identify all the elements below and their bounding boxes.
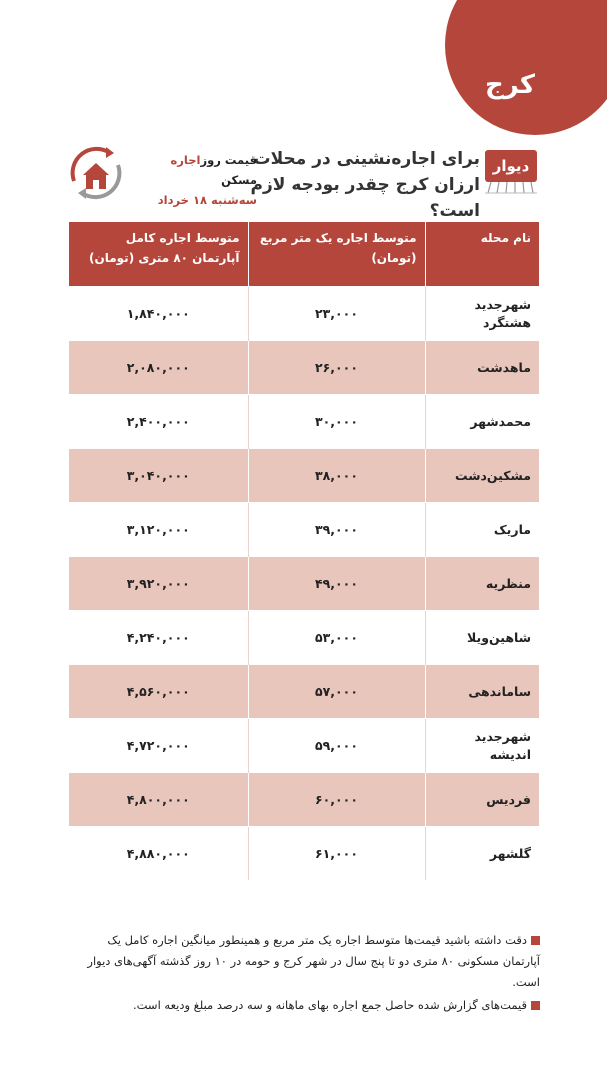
logo-legs-icon	[485, 182, 537, 194]
neighborhood-cell: ساماندهی	[425, 665, 539, 719]
neighborhood-cell: ماهدشت	[425, 341, 539, 395]
neighborhood-cell: شهرجدید هشتگرد	[425, 287, 539, 341]
full-price-cell: ۲,۰۸۰,۰۰۰	[69, 341, 248, 395]
full-price-cell: ۴,۵۶۰,۰۰۰	[69, 665, 248, 719]
per-meter-cell: ۵۳,۰۰۰	[248, 611, 425, 665]
table-row	[69, 719, 539, 773]
headline: برای اجاره‌نشینی در محلات ارزان کرج چقدر بودجه لازم است؟	[250, 149, 480, 221]
per-meter-cell: ۶۱,۰۰۰	[248, 827, 425, 881]
per-meter-cell: ۳۸,۰۰۰	[248, 449, 425, 503]
per-meter-cell: ۵۹,۰۰۰	[248, 719, 425, 773]
full-price-cell: ۳,۹۲۰,۰۰۰	[69, 557, 248, 611]
footnotes	[70, 930, 540, 1018]
per-meter-cell: ۳۹,۰۰۰	[248, 503, 425, 557]
per-meter-cell: ۵۷,۰۰۰	[248, 665, 425, 719]
rent-table	[69, 222, 539, 880]
neighborhood-cell: فردیس	[425, 773, 539, 827]
logo-text: دیوار	[485, 150, 537, 182]
footnote: دقت داشته باشید قیمت‌ها متوسط اجاره یک متر مربع و همینطور میانگین اجاره کامل یک آپارتمان مسکونی ۸۰ متری دو تا پنج سال در شهر کرج و حومه در ۱۰ روز گذشته آگهی‌های دیوار است.	[87, 933, 540, 989]
city-title: کرج	[485, 70, 536, 100]
table-row	[69, 611, 539, 665]
table-row	[69, 395, 539, 449]
per-meter-cell: ۳۰,۰۰۰	[248, 395, 425, 449]
neighborhood-cell: محمدشهر	[425, 395, 539, 449]
table-row	[69, 665, 539, 719]
per-meter-cell: ۶۰,۰۰۰	[248, 773, 425, 827]
footnote: قیمت‌های گزارش شده حاصل جمع اجاره بهای ماهانه و سه درصد مبلغ ودیعه است.	[70, 995, 540, 1016]
divar-logo	[485, 146, 539, 194]
neighborhood-cell: گلشهر	[425, 827, 539, 881]
date-label: سه‌شنبه ۱۸ خرداد	[157, 193, 257, 207]
table-row	[69, 287, 539, 341]
table-row	[69, 449, 539, 503]
table-header-row	[69, 222, 539, 287]
full-price-cell: ۲,۴۰۰,۰۰۰	[69, 395, 248, 449]
table-row	[69, 827, 539, 881]
full-price-cell: ۴,۲۴۰,۰۰۰	[69, 611, 248, 665]
table-row	[69, 557, 539, 611]
table-row	[69, 341, 539, 395]
full-price-cell: ۳,۱۲۰,۰۰۰	[69, 503, 248, 557]
table-row	[69, 773, 539, 827]
per-meter-cell: ۴۹,۰۰۰	[248, 557, 425, 611]
corner-circle	[445, 0, 607, 135]
neighborhood-cell: مشکین‌دشت	[425, 449, 539, 503]
price-label: قیمت روزاجاره مسکن	[170, 153, 257, 187]
per-meter-cell: ۲۶,۰۰۰	[248, 341, 425, 395]
neighborhood-cell: منظریه	[425, 557, 539, 611]
neighborhood-cell: ماریک	[425, 503, 539, 557]
full-price-cell: ۱,۸۴۰,۰۰۰	[69, 287, 248, 341]
bullet-square-icon	[531, 936, 540, 945]
neighborhood-cell: شهرجدید اندیشه	[425, 719, 539, 773]
price-info	[135, 150, 257, 210]
per-meter-cell: ۲۳,۰۰۰	[248, 287, 425, 341]
full-price-cell: ۴,۸۸۰,۰۰۰	[69, 827, 248, 881]
full-price-cell: ۴,۸۰۰,۰۰۰	[69, 773, 248, 827]
header-per-meter: متوسط اجاره یک متر مربع (تومان)	[248, 222, 425, 287]
neighborhood-cell: شاهین‌ویلا	[425, 611, 539, 665]
full-price-cell: ۴,۷۲۰,۰۰۰	[69, 719, 248, 773]
header-full-apartment: متوسط اجاره کامل آپارتمان ۸۰ متری (تومان)	[69, 222, 248, 287]
house-refresh-icon	[64, 141, 128, 205]
full-price-cell: ۳,۰۴۰,۰۰۰	[69, 449, 248, 503]
bullet-square-icon	[531, 1001, 540, 1010]
header-neighborhood: نام محله	[425, 222, 539, 287]
table-row	[69, 503, 539, 557]
